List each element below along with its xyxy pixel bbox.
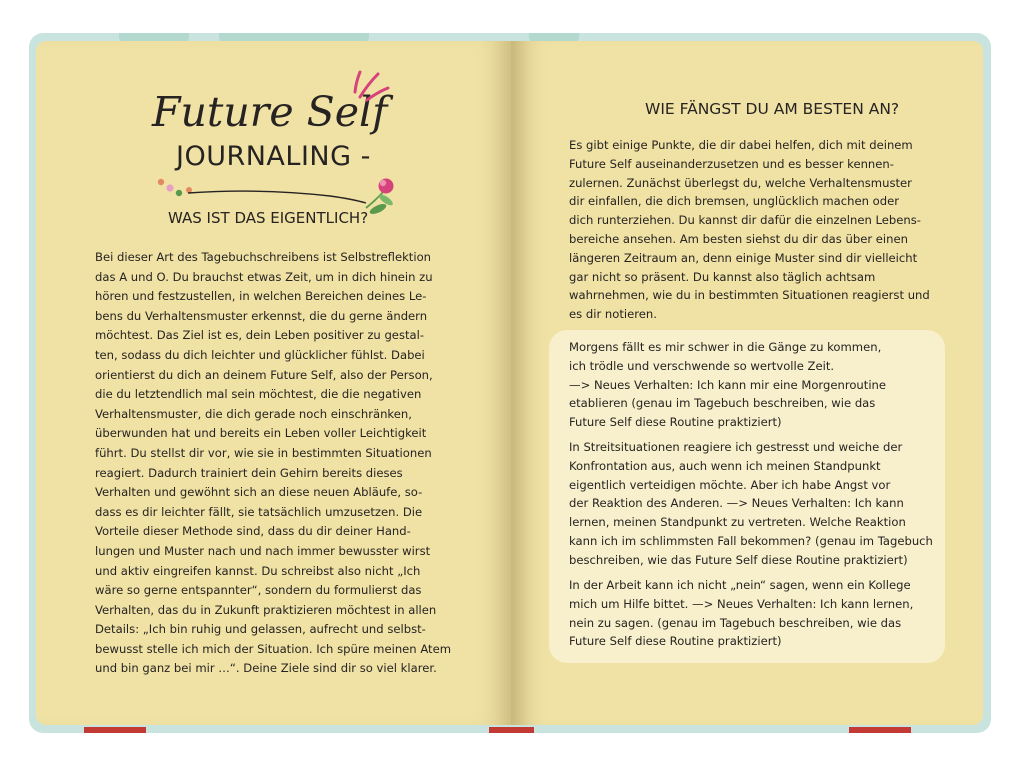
example-work: In der Arbeit kann ich nicht „nein“ sagen, wenn ein Kollege mich um Hilfe bittet. —> Neues Verhalten: Ich kann lernen, nein zu sagen. (genau im Tagebuch beschreiben, wie das Future Self diese Routine praktiziert)	[569, 578, 914, 649]
example-conflict: In Streitsituationen reagiere ich gestresst und weiche der Konfrontation aus, auch wenn ich meinen Standpunkt eigentlich verteidigen möchte. Aber ich habe Angst vor der Reaktion des Anderen. —> Neues Verhalten: Ich kann lernen, meinen Standpunkt zu vertreten. Welche Reaktion kann ich im schlimmsten Fall bekommen? (genau im Tagebuch beschreiben, wie das Future Self diese Routine praktiziert)	[569, 440, 933, 567]
underline-swash	[188, 191, 366, 203]
left-body-text: Bei dieser Art des Tagebuchschreibens ist Selbstreflektion das A und O. Du brauchst etwas Zeit, um in dich hinein zu hören und festzustellen, in welchen Bereichen deines Le- bens du Verhaltensmuster erkennst, die du gerne ändern möchtest. Das Ziel ist es, dein Leben positiver zu gestal- ten, sodass du dich leichter und glücklicher fühlst. Dabei orientierst du dich an deinem Future Self, also der Person, die du letztendlich mal sein möchtest, die die negativen Verhaltensmuster, die dich gerade noch einschränken, überwunden hat und bereits ein Leben voller Leichtigkeit führt. Du stellst dir vor, wie sie in bestimmten Situationen reagiert. Dadurch trainiert dein Gehirn bereits dieses Verhalten und gewöhnt sich an diese neuen Abläufe, so- dass es dir leichter fällt, sie tatsächlich umzusetzen. Die Vorteile dieser Methode sind, dass du dir deiner Hand- lungen und Muster nach und nach immer bewusster wirst und aktiv eingreifen kannst. Du schreibst also nicht „Ich wäre so gerne entspannter“, sondern du formulierst das Verhalten, das du in Zukunft praktizieren möchtest in allen Details: „Ich bin ruhig und gelassen, aufrecht und selbst- bewusst stelle ich mich der Situation. Ich spüre meinen Atem und bin ganz bei mir …“. Deine Ziele sind dir so viel klarer.	[95, 250, 452, 676]
page-title-line-2: JOURNALING -	[176, 141, 371, 172]
page-subtitle: WAS IST DAS EIGENTLICH?	[168, 209, 369, 227]
right-heading: WIE FÄNGST DU AM BESTEN AN?	[645, 100, 900, 118]
flower-icon	[366, 179, 394, 217]
right-intro-text: Es gibt einige Punkte, die dir dabei helfen, dich mit deinem Future Self auseinanderzusetzen und es besser kennen- zulernen. Zunächst überlegst du, welche Verhaltensmuster dir einfallen, die dich bremsen, unglücklich machen oder dich runterziehen. Du kannst dir dafür die einzelnen Lebens- bereiche ansehen. Am besten siehst du dir das über einen längeren Zeitraum an, denn einige Muster sind dir vielleicht gar nicht so präsent. Du kannst also täglich achtsam wahrnehmen, wie du in bestimmten Situationen reagierst und es dir notieren.	[569, 138, 930, 322]
sprig-icon	[355, 72, 388, 100]
example-morning: Morgens fällt es mir schwer in die Gänge zu kommen, ich trödle und verschwende so wertvolle Zeit. —> Neues Verhalten: Ich kann mir eine Morgenroutine etablieren (genau im Tagebuch beschreiben, wie das Future Self diese Routine praktiziert)	[569, 340, 887, 430]
page-title: Future Self	[152, 88, 388, 136]
dots-icon	[158, 179, 192, 196]
